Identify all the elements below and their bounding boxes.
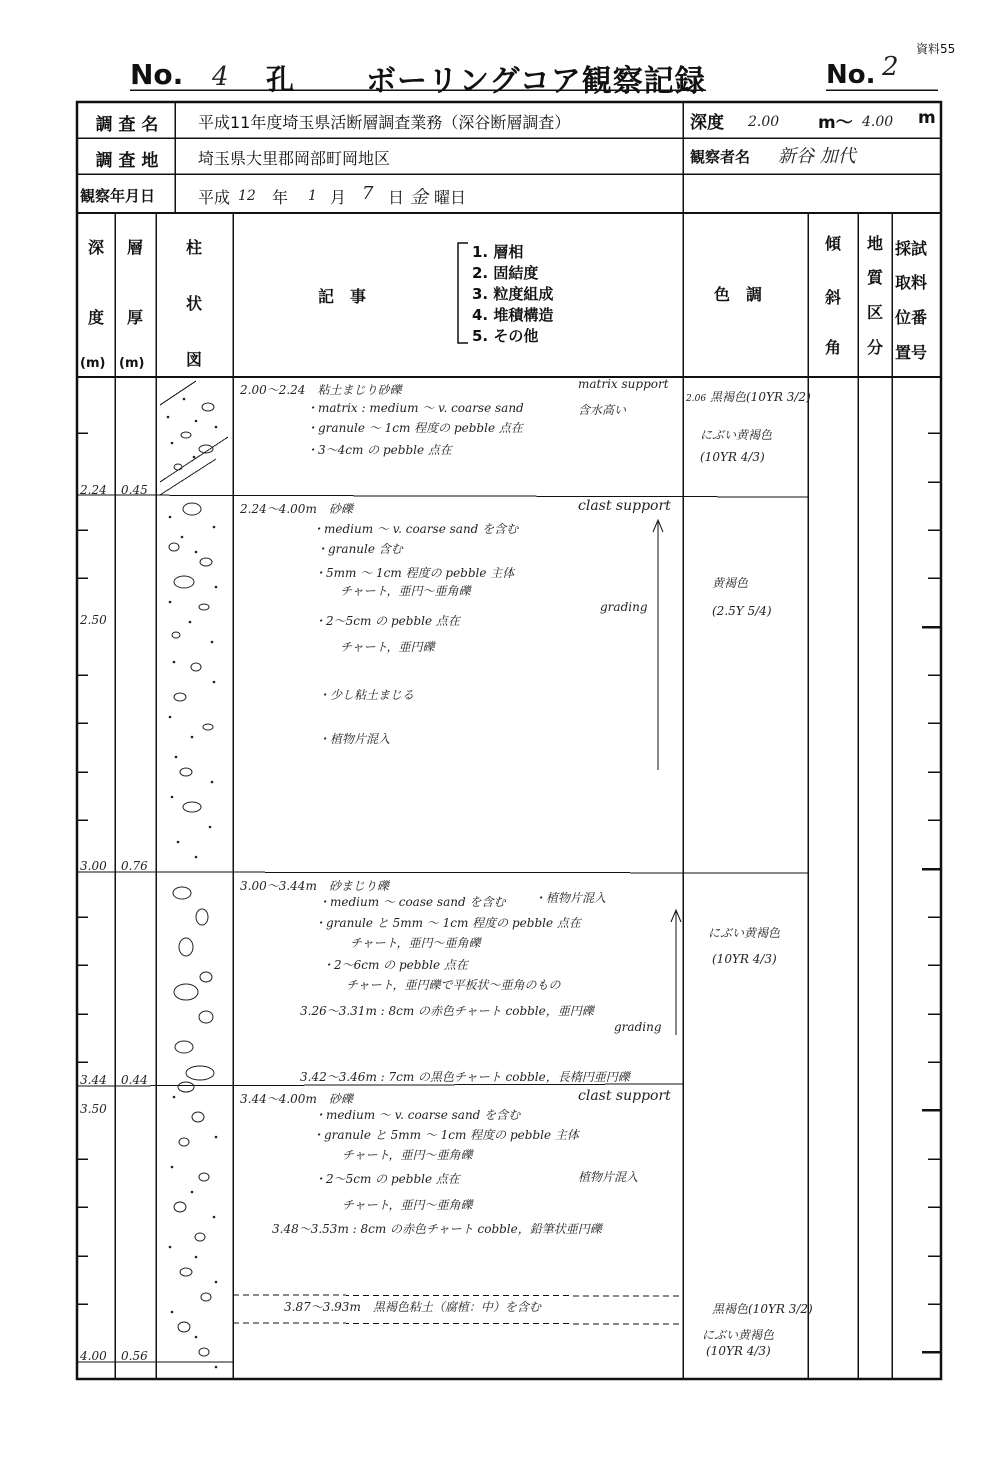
thickness-mark: 0.56 (121, 1349, 148, 1363)
note-line: チャート，亜円〜亜角礫 (342, 1198, 473, 1212)
note-line: ・medium 〜 v. coarse sand を含む (312, 522, 519, 536)
color-tone: (2.5Y 5/4) (712, 604, 772, 618)
note-line: チャート，亜円礫で平板状〜亜角のもの (346, 978, 561, 992)
dip-col-header-1: 傾 (824, 234, 841, 253)
thickness-col-unit: (m) (119, 356, 145, 371)
title-no-label: No. (130, 58, 184, 91)
note-line: grading (614, 1020, 662, 1034)
thickness-mark: 0.76 (121, 859, 148, 873)
note-line: 2.00〜2.24 粘土まじり砂礫 (240, 383, 402, 397)
survey-name: 平成11年度埼玉県活断層調査業務（深谷断層調査） (198, 113, 571, 132)
notes-item: 5. その他 (472, 327, 539, 345)
thickness-mark: 0.44 (121, 1073, 148, 1087)
geo-col-header-4: 分 (866, 338, 883, 357)
sample-col-header-3: 位番 (895, 308, 928, 327)
thickness-col-header-1: 層 (126, 238, 143, 257)
depth-unit-from: m〜 (818, 113, 853, 133)
sample-col-header-1: 採試 (895, 239, 928, 258)
notes-item: 3. 粒度組成 (472, 285, 554, 303)
note-line: ・matrix : medium 〜 v. coarse sand (306, 401, 524, 415)
depth-to: 4.00 (862, 114, 894, 130)
note-line: ・2〜6cm の pebble 点在 (322, 958, 468, 972)
note-line: clast support (578, 1088, 671, 1104)
page-title: ボーリングコア観察記録 (366, 64, 706, 99)
note-line: ・2〜5cm の pebble 点在 (314, 1172, 460, 1186)
survey-name-label: 調 査 名 (95, 115, 159, 135)
date-day: 7 (362, 183, 374, 204)
color-tone: 黄褐色 (712, 576, 749, 590)
geo-col-header-3: 区 (866, 303, 883, 322)
sheet-number: 2 (882, 52, 899, 82)
date-label: 観察年月日 (80, 187, 156, 205)
dip-col-header-2: 斜 (824, 288, 841, 307)
note-line: ・granule と 5mm 〜 1cm 程度の pebble 主体 (312, 1128, 579, 1142)
note-line: ・granule と 5mm 〜 1cm 程度の pebble 点在 (314, 916, 581, 930)
note-line: チャート，亜円礫 (340, 640, 435, 654)
note-line: 3.26〜3.31m : 8cm の赤色チャート cobble，亜円礫 (300, 1004, 594, 1018)
note-line: 植物片混入 (578, 1170, 639, 1184)
note-line: ・植物片混入 (534, 891, 607, 905)
depth-mark: 4.00 (80, 1349, 107, 1363)
note-line: ・3〜4cm の pebble 点在 (306, 443, 452, 457)
color-col-header: 色 調 (714, 285, 763, 304)
depth-unit-to: m (918, 108, 936, 128)
note-line: チャート，亜円〜亜角礫 (342, 1148, 473, 1162)
color-tone: 黒褐色(10YR 3/2) (712, 1302, 813, 1316)
note-line: ・植物片混入 (318, 732, 391, 746)
note-line: 3.87〜3.93m 黒褐色粘土（腐植：中）を含む (284, 1300, 541, 1314)
columnar-col-header-2: 状 (185, 294, 202, 313)
date-month: 1 (308, 188, 317, 204)
sample-col-header-4: 置号 (895, 343, 928, 362)
depth-col-header-1: 深 (87, 238, 104, 257)
observer-name: 新谷 加代 (778, 146, 856, 167)
note-line: 3.44〜4.00m 砂礫 (240, 1092, 353, 1106)
sample-col-header-2: 取料 (895, 273, 928, 292)
notes-col-header: 記 事 (318, 287, 367, 306)
note-line: ・granule 含む (316, 542, 403, 556)
note-line: ・medium 〜 coase sand を含む (318, 895, 506, 909)
site-label: 調 査 地 (95, 151, 159, 171)
hole-suffix: 孔 (266, 63, 295, 96)
notes-item: 4. 堆積構造 (472, 306, 554, 324)
date-weekday-unit: 曜日 (434, 188, 467, 207)
color-tone: (10YR 4/3) (706, 1344, 771, 1358)
note-line: matrix support (578, 377, 669, 391)
note-line: チャート，亜円〜亜角礫 (340, 584, 471, 598)
note-line: チャート，亜円〜亜角礫 (350, 936, 481, 950)
note-line: 3.00〜3.44m 砂まじり礫 (240, 879, 389, 893)
notes-item: 2. 固結度 (472, 264, 539, 282)
depth-mark: 2.24 (80, 483, 107, 497)
depth-col-header-2: 度 (87, 308, 104, 327)
geo-col-header-1: 地 (866, 234, 883, 253)
depth-mark: 2.50 (80, 613, 107, 627)
color-tone: にぶい黄褐色 (702, 1328, 775, 1342)
notes-items (472, 242, 553, 347)
note-line: clast support (578, 498, 671, 514)
hole-number: 4 (212, 62, 229, 92)
columnar-col-header-1: 柱 (185, 238, 202, 257)
color-tone: 黒褐色(10YR 3/2) (710, 390, 811, 404)
note-line: ・2〜5cm の pebble 点在 (314, 614, 460, 628)
note-line: ・少し粘土まじる (318, 688, 415, 702)
depth-label: 深度 (690, 113, 724, 133)
note-line: ・medium 〜 v. coarse sand を含む (314, 1108, 521, 1122)
note-line: 含水高い (578, 403, 627, 417)
note-line: grading (600, 600, 648, 614)
document-reference: 資料55 (916, 42, 956, 56)
geo-col-header-2: 質 (866, 268, 883, 287)
date-month-unit: 月 (330, 188, 347, 207)
thickness-mark: 0.45 (121, 483, 148, 497)
note-line: ・5mm 〜 1cm 程度の pebble 主体 (314, 566, 515, 580)
color-tone: にぶい黄褐色 (700, 428, 773, 442)
note-line: 3.48〜3.53m : 8cm の赤色チャート cobble，鉛筆状亜円礫 (272, 1222, 602, 1236)
note-line: 2.24〜4.00m 砂礫 (240, 502, 353, 516)
columnar-section (156, 377, 233, 1379)
color-tone: (10YR 4/3) (712, 952, 777, 966)
site-name: 埼玉県大里郡岡部町岡地区 (198, 149, 391, 168)
sheet-no-label: No. (826, 60, 876, 90)
color-depth-mark: 2.06 (686, 394, 707, 404)
color-tone: にぶい黄褐色 (708, 926, 781, 940)
observer-label: 観察者名 (690, 148, 751, 166)
depth-col-unit: (m) (80, 356, 106, 371)
dip-col-header-3: 角 (824, 338, 841, 357)
color-tone: (10YR 4/3) (700, 450, 765, 464)
depth-mark: 3.50 (80, 1102, 107, 1116)
note-line: ・granule 〜 1cm 程度の pebble 点在 (306, 421, 523, 435)
depth-from: 2.00 (748, 114, 780, 130)
notes-item: 1. 層相 (472, 243, 524, 261)
date-year: 12 (238, 188, 256, 204)
columnar-col-header-3: 図 (185, 350, 202, 369)
note-line: 3.42〜3.46m : 7cm の黒色チャート cobble，長楕円亜円礫 (300, 1070, 630, 1084)
depth-mark: 3.44 (80, 1073, 107, 1087)
date-year-unit: 年 (272, 188, 289, 207)
date-weekday: 金 (410, 187, 428, 208)
date-day-unit: 日 (388, 188, 405, 207)
date-era: 平成 (198, 188, 231, 207)
thickness-col-header-2: 厚 (126, 308, 143, 327)
depth-mark: 3.00 (80, 859, 107, 873)
